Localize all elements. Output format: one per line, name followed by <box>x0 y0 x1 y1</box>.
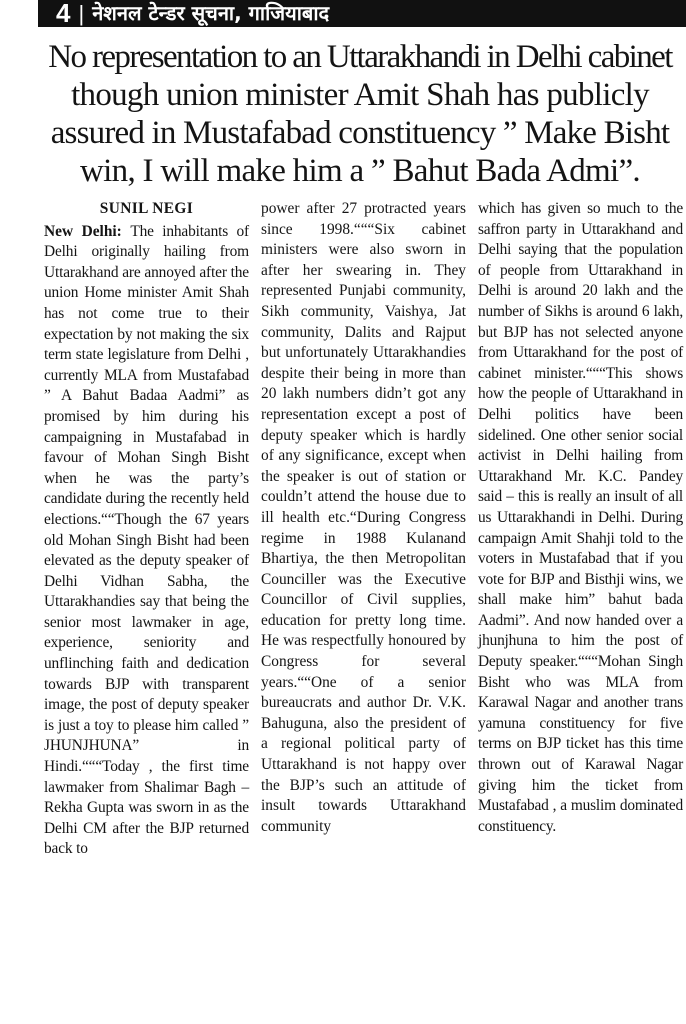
headline-line: though union minister Amit Shah has publicly <box>71 77 649 113</box>
newspaper-name: नेशनल टेन्डर सूचना, गाजियाबाद <box>92 1 330 25</box>
masthead-separator: | <box>78 1 85 26</box>
article-column-1 <box>44 199 249 860</box>
dateline: New Delhi: <box>44 222 122 240</box>
article-column-2 <box>261 199 466 860</box>
column-3-text: which has given so much to the saffron party in Uttarakhand and Delhi saying that the population of people from Uttarakhand in Delhi is around 20 lakh and the number of Sikhs is around 6 lakh, but BJP has not selected anyone from Uttarakhand for the post of cabinet minister.“““This shows how the people of Uttarakhand in Delhi politics have been sidelined. One other senior social activist in Delhi hailing from Uttarakhand Mr. K.C. Pandey said – this is really an insult of all us Uttarakhandi in Delhi. During campaign Amit Shahji told to the voters in Mustafabad that if you vote for BJP and Bisthji wins, we shall make him” bahut bada Aadmi”. And now handed over a jhunjhuna to him the post of Deputy speaker.“““Mohan Singh Bisht who was MLA from Karawal Nagar and another trans yamuna constituency for five terms on BJP ticket has this time thrown out of Karawal Nagar giving him the ticket from Mustafabad , a muslim dominated constituency. <box>478 200 683 835</box>
headline-line: assured in Mustafabad constituency ” Make Bisht <box>50 115 670 151</box>
headline-line: No representation to an Uttarakhandi in Delhi cabinet <box>48 39 672 75</box>
column-1-text: The inhabitants of Delhi originally hailing from Uttarakhand are annoyed after the union Home minister Amit Shah has not come true to their expectation by not making the six term state legislature from Delhi , currently MLA from Mustafabad ” A Bahut Badaa Aadmi” as promised by him during his campaigning in Mustafabad in favour of Mohan Singh Bisht when he was the party’s candidate during the recently held elections.““Though the 67 years old Mohan Singh Bisht had been elevated as the deputy speaker of Delhi Vidhan Sabha, the Uttarakhandies say that being the senior most lawmaker in age, experience, seniority and unflinching faith and dedication towards BJP with transparent image, the post of deputy speaker is just a toy to please him called ” JHUNJHUNA” in Hindi.“““Today , the first time lawmaker from Shalimar Bagh – Rekha Gupta was sworn in as the Delhi CM after the BJP returned back to <box>44 222 250 858</box>
article-columns <box>44 199 684 860</box>
article-column-3 <box>478 199 683 860</box>
article-paragraph <box>44 222 249 860</box>
byline: SUNIL NEGI <box>99 200 194 217</box>
headline-line: win, I will make him a ” Bahut Bada Admi”. <box>80 153 640 189</box>
column-2-text: power after 27 protracted years since 1998.“““Six cabinet ministers were also sworn in after her swearing in. They represented Punjabi community, Sikh community, Vaishya, Jat community, Dalits and Rajput but unfortunately Uttarakhandies despite their being in more than 20 lakh numbers didn’t got any representation except a post of deputy speaker which is hardly of any significance, except when the speaker is out of station or couldn’t attend the house due to ill health etc.“During Congress regime in 1988 Kulanand Bhartiya, the then Metropolitan Counciller was the Executive Councillor of Civil supplies, education for pretty long time. He was respectfully honoured by Congress for several years.““One of a senior bureaucrats and author Dr. V.K. Bahuguna, also the president of a regional political party of Uttarakhand is not happy over the BJP’s such an attitude of insult towards Uttarakhand community <box>261 200 466 835</box>
page-number: 4 <box>56 0 71 27</box>
masthead-bar <box>38 0 686 27</box>
article-headline <box>42 38 678 190</box>
